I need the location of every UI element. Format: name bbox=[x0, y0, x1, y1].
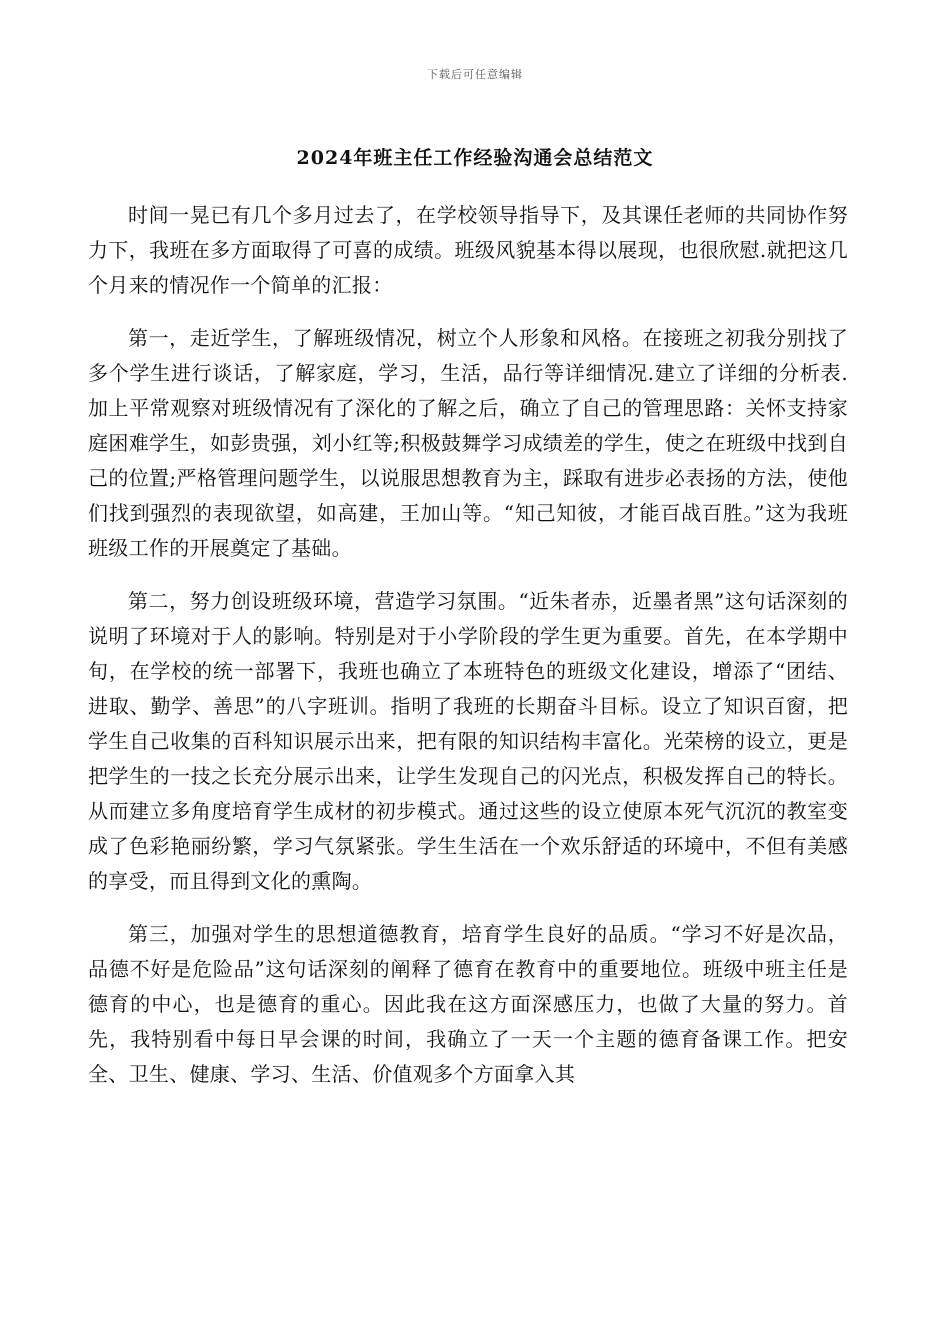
paragraph-third: 第三，加强对学生的思想道德教育，培育学生良好的品质。“学习不好是次品，品德不好是危险品”这句话深刻的阐释了德育在教育中的重要地位。班级中班主任是德育的中心，也是德育的重心。因此我在这方面深感压力，也做了大量的努力。首先，我特别看中每日早会课的时间，我确立了一天一个主题的德育备课工作。把安全、卫生、健康、学习、生活、价值观多个方面拿入其 bbox=[88, 922, 848, 1086]
paragraph-second: 第二，努力创设班级环境，营造学习氛围。“近朱者赤，近墨者黑”这句话深刻的说明了环境对于人的影响。特别是对于小学阶段的学生更为重要。首先，在本学期中旬，在学校的统一部署下，我班也确立了本班特色的班级文化建设，增添了“团结、进取、勤学、善思”的八字班训。指明了我班的长期奋斗目标。设立了知识百窗，把学生自己收集的百科知识展示出来，把有限的知识结构丰富化。光荣榜的设立，更是把学生的一技之长充分展示出来，让学生发现自己的闪光点，积极发挥自己的特长。从而建立多角度培育学生成材的初步模式。通过这些的设立使原本死气沉沉的教室变成了色彩艳丽纷繁，学习气氛紧张。学生生活在一个欢乐舒适的环境中，不但有美感的享受，而且得到文化的熏陶。 bbox=[88, 589, 848, 893]
document-body bbox=[88, 198, 848, 1110]
document-title: 2024年班主任工作经验沟通会总结范文 bbox=[296, 147, 654, 169]
paragraph-first: 第一，走近学生，了解班级情况，树立个人形象和风格。在接班之初我分别找了多个学生进行谈话，了解家庭，学习，生活，品行等详细情况.建立了详细的分析表.加上平常观察对班级情况有了深化的了解之后，确立了自己的管理思路：关怀支持家庭困难学生，如彭贵强，刘小红等;积极鼓舞学习成绩差的学生，使之在班级中找到自己的位置;严格管理问题学生，以说服思想教育为主，踩取有进步必表扬的方法，使他们找到强烈的表现欲望，如高建，王加山等。“知己知彼，才能百战百胜。”这为我班班级工作的开展奠定了基础。 bbox=[88, 326, 848, 560]
paragraph-intro: 时间一晃已有几个多月过去了，在学校领导指导下，及其课任老师的共同协作努力下，我班在多方面取得了可喜的成绩。班级风貌基本得以展现，也很欣慰.就把这几个月来的情况作一个简单的汇报： bbox=[88, 203, 848, 297]
header-note: 下载后可任意编辑 bbox=[427, 68, 523, 81]
